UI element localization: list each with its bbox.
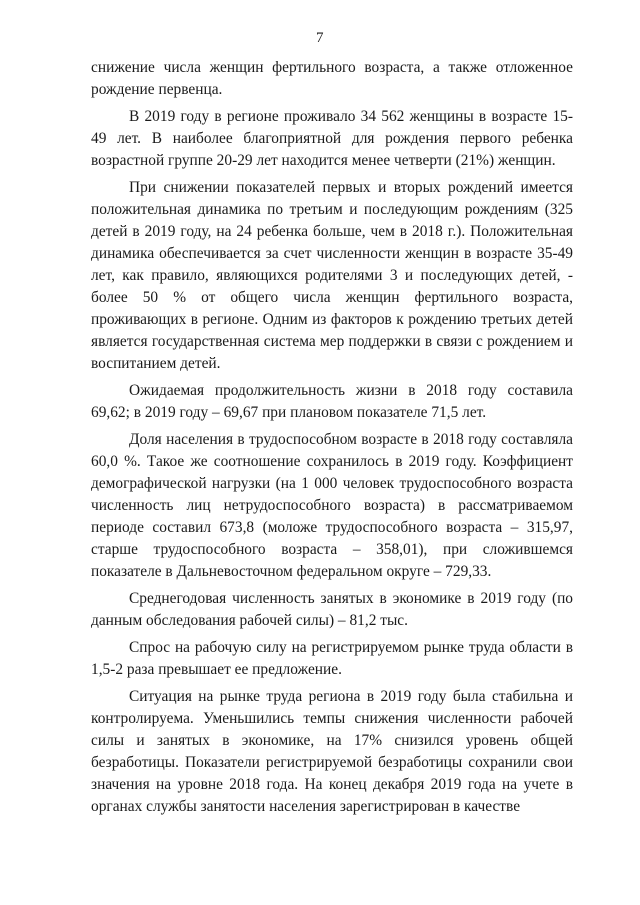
paragraph-working-age-share: Доля населения в трудоспособном возрасте в 2018 году составляла 60,0 %. Такое же соотношение сохранилось в 2019 году. Коэффициент демографической нагрузки (на 1 000 человек трудоспособного возраста численность лиц нетрудоспособного возраста) в рассматриваемом периоде составил 673,8 (моложе трудоспособного возраста – 315,97, старше трудоспособного возраста – 358,01), при сложившемся показателе в Дальневосточном федеральном округе – 729,33. bbox=[91, 431, 573, 580]
paragraph-continuation: снижение числа женщин фертильного возраста, а также отложенное рождение первенца. bbox=[91, 59, 573, 98]
paragraph-third-births: При снижении показателей первых и вторых рождений имеется положительная динамика по третьим и последующим рождениям (325 детей в 2019 году, на 24 ребенка больше, чем в 2018 г.). Положительная динамика обеспечивается за счет численности женщин в возрасте 35-49 лет, как правило, являющихся родителями 3 и последующих детей, - более 50 % от общего числа женщин фертильного возраста, проживающих в регионе. Одним из факторов к рождению третьих детей является государственная система мер поддержки в связи с рождением и воспитанием детей. bbox=[91, 179, 573, 372]
paragraph-labor-demand: Спрос на рабочую силу на регистрируемом рынке труда области в 1,5-2 раза превышает ее предложение. bbox=[91, 639, 573, 678]
paragraph-life-expectancy: Ожидаемая продолжительность жизни в 2018 году составила 69,62; в 2019 году – 69,67 при плановом показателе 71,5 лет. bbox=[91, 382, 573, 421]
paragraph-labor-market: Ситуация на рынке труда региона в 2019 году была стабильна и контролируема. Уменьшились темпы снижения численности рабочей силы и занятых в экономике, на 17% снизился уровень общей безработицы. Показатели регистрируемой безработицы сохранили свои значения на уровне 2018 года. На конец декабря 2019 года на учете в органах службы занятости населения зарегистрирован в качестве bbox=[91, 688, 573, 815]
paragraph-women-population: В 2019 году в регионе проживало 34 562 женщины в возрасте 15-49 лет. В наиболее благоприятной для рождения первого ребенка возрастной группе 20-29 лет находится менее четверти (21%) женщин. bbox=[91, 108, 573, 169]
document-body bbox=[91, 57, 573, 823]
paragraph-employment: Среднегодовая численность занятых в экономике в 2019 году (по данным обследования рабочей силы) – 81,2 тыс. bbox=[91, 590, 573, 629]
page-number: 7 bbox=[316, 30, 324, 46]
